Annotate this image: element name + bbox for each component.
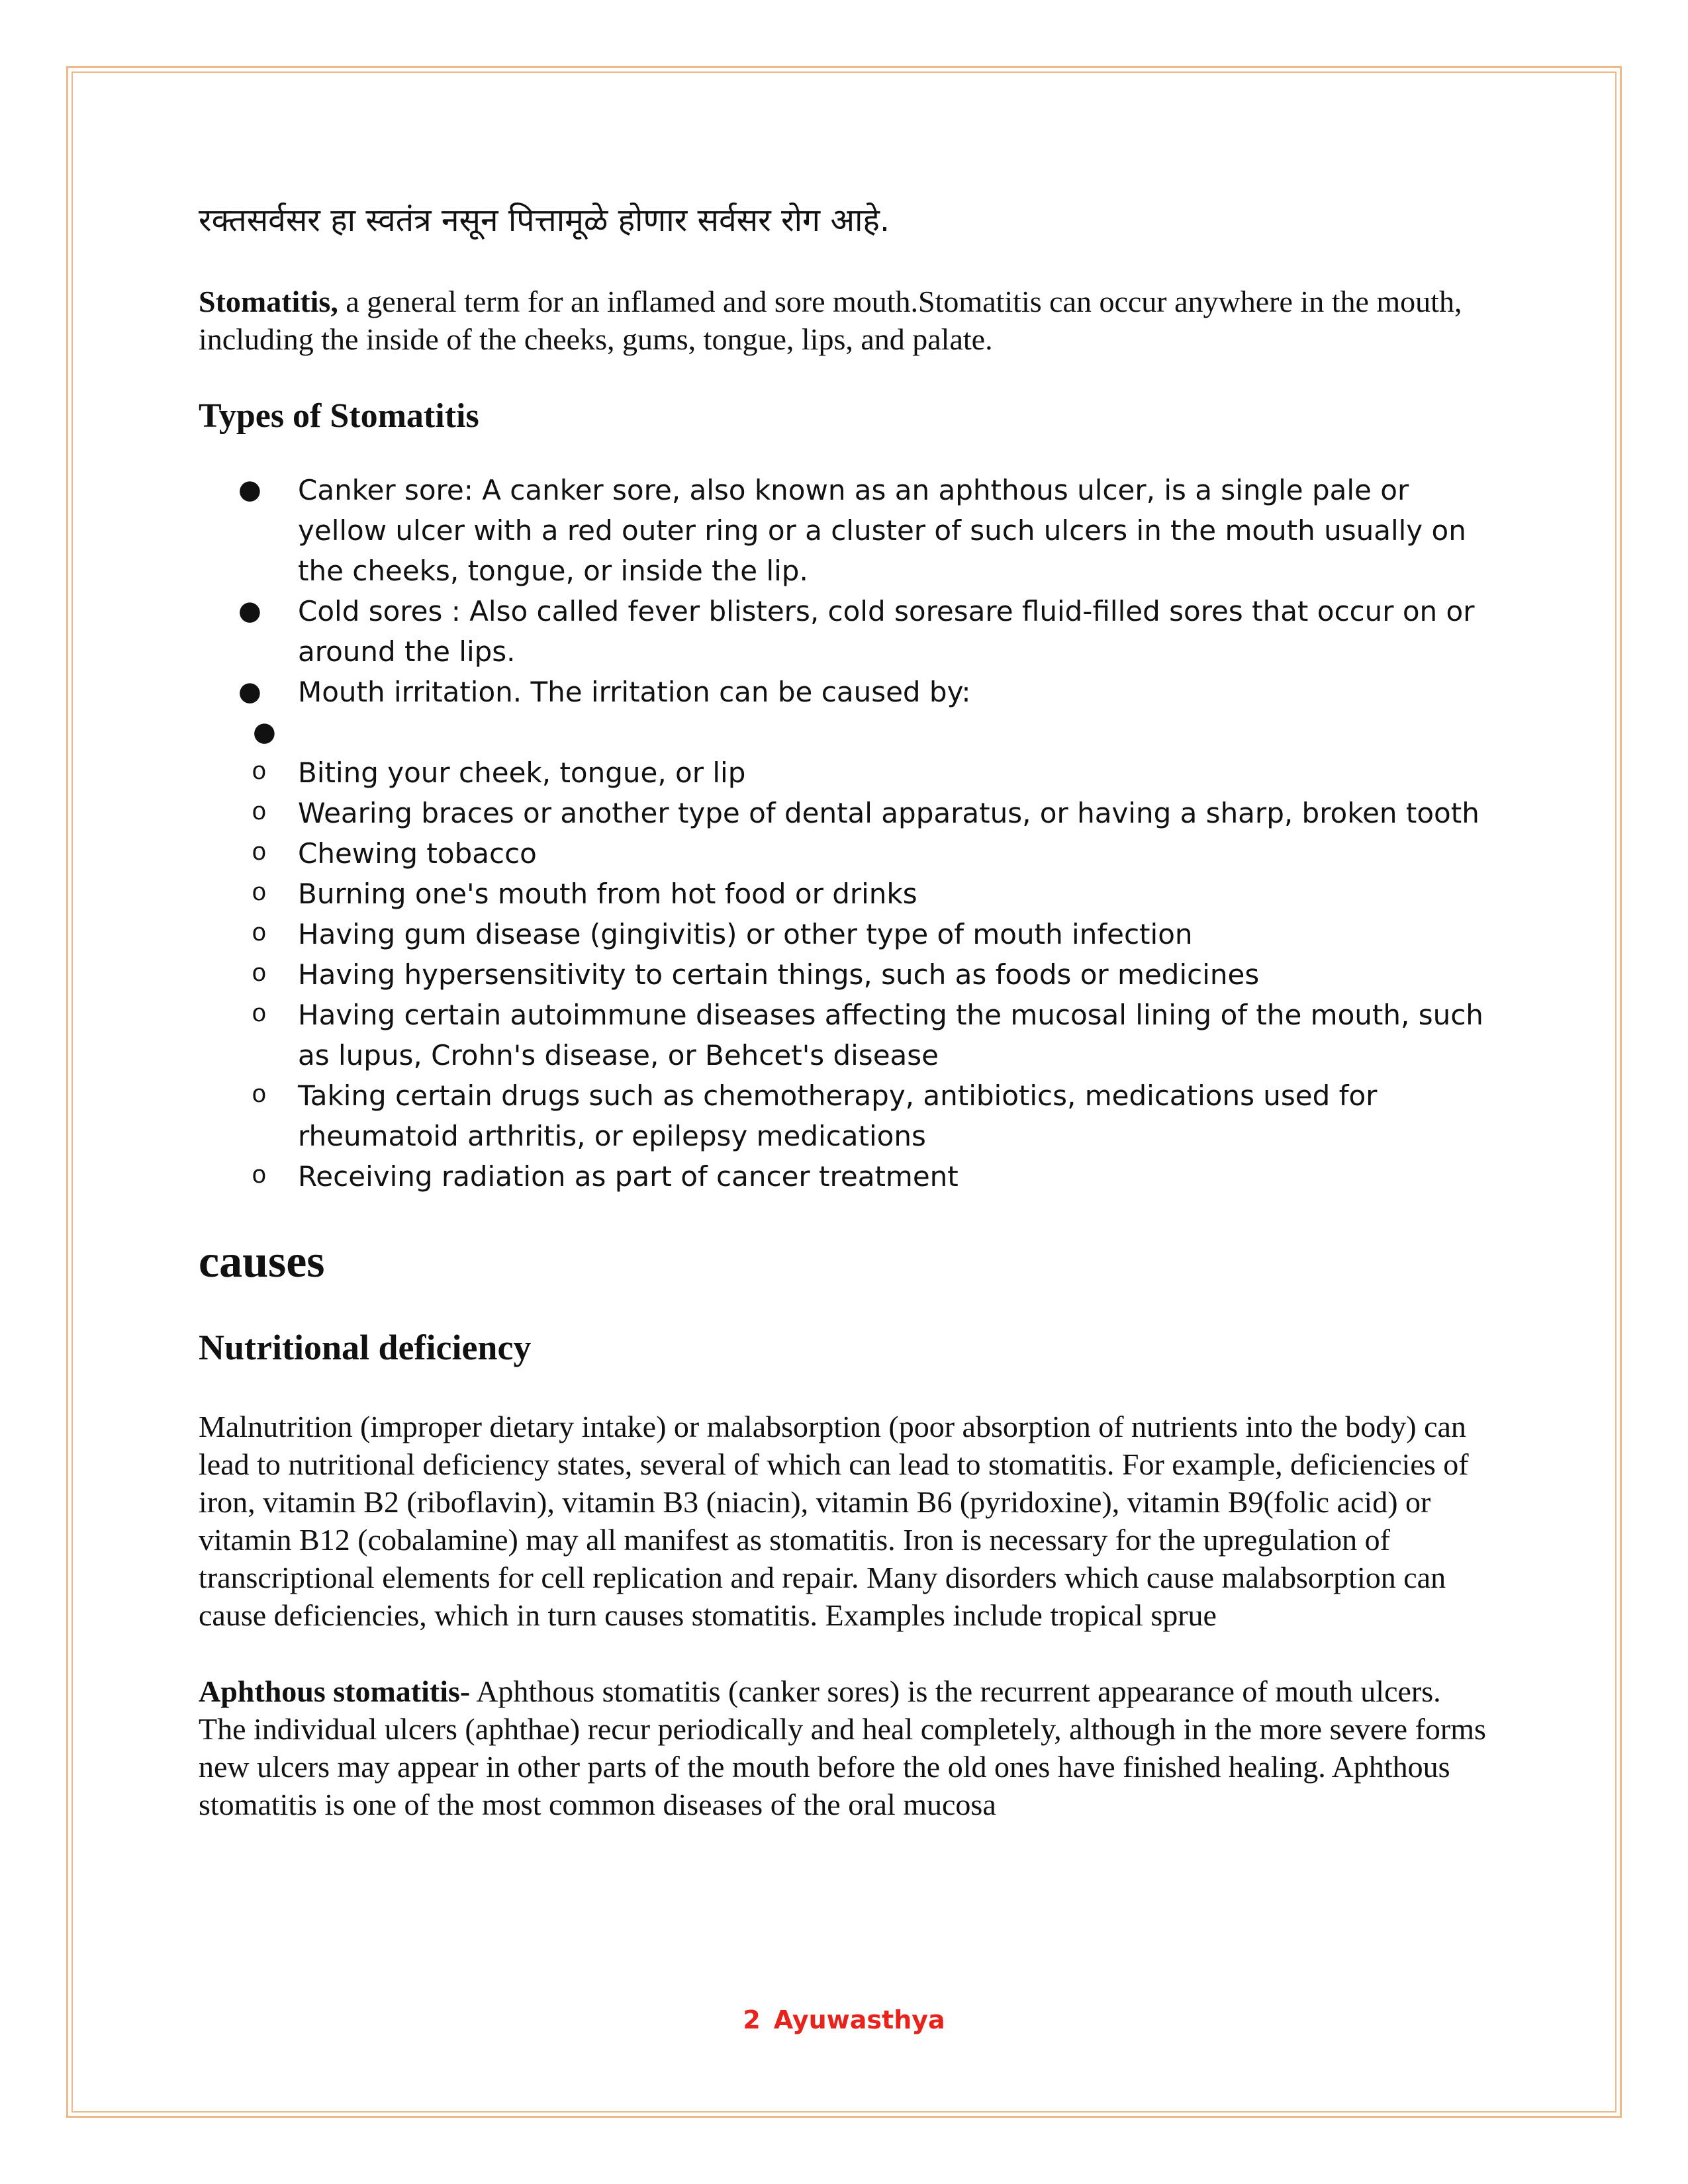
list-item: [252, 1075, 1489, 1156]
list-item: [252, 995, 1489, 1075]
list-item: [199, 591, 1489, 672]
aphthous-paragraph: [199, 1672, 1489, 1823]
circle-bullet-icon: o: [252, 880, 267, 909]
circle-bullet-icon: o: [252, 839, 267, 868]
irritation-cause: Biting your cheek, tongue, or lip: [298, 756, 746, 790]
irritation-causes-list: [252, 712, 1489, 1197]
list-item: [252, 833, 1489, 874]
types-heading: Types of Stomatitis: [199, 397, 479, 435]
irritation-cause: Chewing tobacco: [298, 837, 537, 870]
bullet-icon: ●: [238, 596, 261, 627]
nutritional-heading: Nutritional deficiency: [199, 1328, 532, 1368]
intro-text: a general term for an inflamed and sore mouth.Stomatitis can occur anywhere in the mouth, including the inside of the cheeks, gums, tongue, lips, and palate.: [199, 285, 1462, 357]
circle-bullet-icon: o: [252, 920, 267, 949]
page-number: 2: [743, 2005, 761, 2034]
circle-bullet-icon: o: [252, 799, 267, 828]
aphthous-term: Aphthous stomatitis-: [199, 1674, 471, 1709]
footer-brand: Ayuwasthya: [773, 2005, 945, 2034]
causes-heading: causes: [199, 1236, 325, 1288]
list-item: [252, 874, 1489, 914]
intro-term: Stomatitis,: [199, 285, 338, 319]
intro-paragraph: [199, 283, 1489, 358]
irritation-cause: Having certain autoimmune diseases affecting the mucosal lining of the mouth, such as lupus, Crohn's disease, or Behcet's disease: [298, 999, 1483, 1072]
list-item-empty: [253, 712, 1489, 752]
list-item: [252, 1156, 1489, 1197]
marathi-line: रक्तसर्वसर हा स्वतंत्र नसून पित्तामूळे होणार सर्वसर रोग आहे.: [199, 202, 890, 239]
page-content: [199, 199, 1489, 1823]
list-item: [252, 954, 1489, 995]
circle-bullet-icon: o: [252, 758, 267, 788]
list-item: [199, 672, 1489, 1197]
list-item: [252, 914, 1489, 954]
list-item: [199, 470, 1489, 591]
type-canker-sore: Canker sore: A canker sore, also known as an aphthous ulcer, is a single pale or yellow ulcer with a red outer ring or a cluster of such ulcers in the mouth usually on the cheeks, tongue, or inside the lip.: [298, 474, 1466, 588]
bullet-icon: ●: [238, 676, 261, 707]
irritation-cause: Taking certain drugs such as chemotherapy, antibiotics, medications used for rheumatoid arthritis, or epilepsy medications: [298, 1079, 1378, 1153]
list-item: [252, 752, 1489, 793]
type-cold-sores: Cold sores : Also called fever blisters, cold soresare fluid-filled sores that occur on or around the lips.: [298, 595, 1475, 668]
aphthous-text: Aphthous stomatitis (canker sores) is the recurrent appearance of mouth ulcers. The individual ulcers (aphthae) recur periodically and heal completely, although in the more severe forms new ulcers may appear in other parts of the mouth before the old ones have finished healing. Aphthous stomatitis is one of the most common diseases of the oral mucosa: [199, 1674, 1486, 1822]
irritation-cause: Wearing braces or another type of dental apparatus, or having a sharp, broken tooth: [298, 797, 1479, 830]
list-item: [252, 793, 1489, 833]
bullet-icon: ●: [238, 475, 261, 506]
circle-bullet-icon: o: [252, 1001, 267, 1030]
circle-bullet-icon: o: [252, 1162, 267, 1191]
page-footer: [0, 2005, 1688, 2034]
circle-bullet-icon: o: [252, 960, 267, 989]
irritation-cause: Having hypersensitivity to certain things, such as foods or medicines: [298, 958, 1260, 991]
type-mouth-irritation: Mouth irritation. The irritation can be caused by:: [298, 676, 971, 709]
bullet-icon: ●: [253, 717, 276, 748]
nutritional-paragraph: Malnutrition (improper dietary intake) or malabsorption (poor absorption of nutrients into the body) can lead to nutritional deficiency states, several of which can lead to stomatitis. For example, deficiencies of iron, vitamin B2 (riboflavin), vitamin B3 (niacin), vitamin B6 (pyridoxine), vitamin B9(folic acid) or vitamin B12 (cobalamine) may all manifest as stomatitis. Iron is necessary for the upregulation of transcriptional elements for cell replication and repair. Many disorders which cause malabsorption can cause deficiencies, which in turn causes stomatitis. Examples include tropical sprue: [199, 1410, 1469, 1633]
circle-bullet-icon: o: [252, 1081, 267, 1111]
irritation-cause: Receiving radiation as part of cancer treatment: [298, 1160, 959, 1193]
types-list: [199, 470, 1489, 1197]
irritation-cause: Having gum disease (gingivitis) or other type of mouth infection: [298, 918, 1193, 951]
irritation-cause: Burning one's mouth from hot food or drinks: [298, 878, 917, 911]
